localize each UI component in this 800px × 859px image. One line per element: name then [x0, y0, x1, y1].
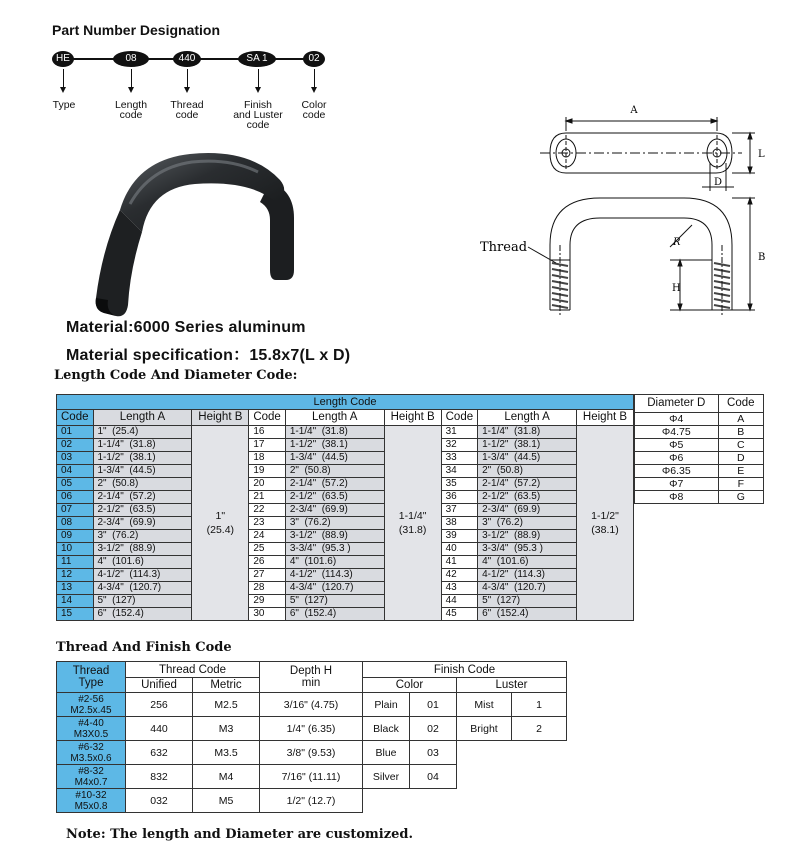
col-header-color: Color [363, 678, 457, 693]
diameter-value: Φ7 [635, 478, 719, 491]
length-code-cell: 02 [57, 439, 94, 452]
empty-cell [363, 789, 410, 813]
length-a-cell: 2-3/4" (69.9) [478, 504, 577, 517]
thread-metric-cell: M2.5 [193, 693, 260, 717]
length-code-cell: 25 [249, 543, 286, 556]
thread-row [57, 765, 567, 789]
length-code-cell: 13 [57, 582, 94, 595]
length-code-cell: 12 [57, 569, 94, 582]
length-table-row [57, 465, 634, 478]
thread-depth-cell: 3/16" (4.75) [260, 693, 363, 717]
length-code-cell: 24 [249, 530, 286, 543]
length-code-cell: 43 [441, 582, 478, 595]
thread-metric-cell: M3 [193, 717, 260, 741]
col-header-depth: Depth H min [260, 662, 363, 693]
thread-type-cell: #10-32 M5x0.8 [57, 789, 126, 813]
length-code-cell: 23 [249, 517, 286, 530]
finish-color-code-cell: 03 [410, 741, 457, 765]
length-a-cell: 1-3/4" (44.5) [93, 465, 192, 478]
length-a-cell: 4-1/2" (114.3) [478, 569, 577, 582]
diameter-code: F [718, 478, 763, 491]
finish-color-code-cell: 02 [410, 717, 457, 741]
height-b-cell: 1" (25.4) [192, 426, 249, 621]
length-a-cell: 3" (76.2) [478, 517, 577, 530]
thread-type-cell: #4-40 M3X0.5 [57, 717, 126, 741]
length-a-cell: 2-1/2" (63.5) [285, 491, 384, 504]
length-a-cell: 4-3/4" (120.7) [93, 582, 192, 595]
length-code-cell: 40 [441, 543, 478, 556]
length-table-row [57, 491, 634, 504]
length-code-cell: 04 [57, 465, 94, 478]
thread-metric-cell: M5 [193, 789, 260, 813]
length-a-cell: 1-3/4" (44.5) [285, 452, 384, 465]
diameter-code: C [718, 439, 763, 452]
finish-luster-code-cell: 1 [512, 693, 567, 717]
length-code-cell: 22 [249, 504, 286, 517]
thread-depth-cell: 3/8" (9.53) [260, 741, 363, 765]
empty-cell [457, 741, 512, 765]
thread-row [57, 789, 567, 813]
length-code-cell: 03 [57, 452, 94, 465]
length-code-cell: 09 [57, 530, 94, 543]
length-code-cell: 29 [249, 595, 286, 608]
length-a-cell: 1" (25.4) [93, 426, 192, 439]
length-table-row [57, 530, 634, 543]
length-a-cell: 2-1/4" (57.2) [93, 491, 192, 504]
pn-label-color: Color code [301, 99, 327, 121]
length-code-cell: 44 [441, 595, 478, 608]
length-table-row [57, 439, 634, 452]
diameter-code: A [718, 413, 763, 426]
empty-cell [410, 789, 457, 813]
length-a-cell: 2-3/4" (69.9) [93, 517, 192, 530]
col-header-length: Length A [93, 410, 192, 426]
col-header-height: Height B [576, 410, 633, 426]
diameter-value: Φ8 [635, 491, 719, 504]
length-table-row [57, 595, 634, 608]
length-code-cell: 36 [441, 491, 478, 504]
thread-metric-cell: M3.5 [193, 741, 260, 765]
customization-note: Note: The length and Diameter are customized. [66, 827, 414, 842]
length-table-row [57, 426, 634, 439]
col-header-metric: Metric [193, 678, 260, 693]
col-header-code: Code [249, 410, 286, 426]
length-code-cell: 07 [57, 504, 94, 517]
col-header-thread-code: Thread Code [126, 662, 260, 678]
finish-luster-cell: Bright [457, 717, 512, 741]
length-code-cell: 01 [57, 426, 94, 439]
dim-d-label: D [714, 177, 723, 188]
length-code-cell: 41 [441, 556, 478, 569]
empty-cell [512, 741, 567, 765]
length-a-cell: 3-1/2" (88.9) [478, 530, 577, 543]
length-a-cell: 1-1/2" (38.1) [478, 439, 577, 452]
length-code-cell: 11 [57, 556, 94, 569]
col-header-code: Code [57, 410, 94, 426]
empty-cell [457, 765, 512, 789]
length-code-cell: 27 [249, 569, 286, 582]
length-a-cell: 5" (127) [285, 595, 384, 608]
diameter-value: Φ4.75 [635, 426, 719, 439]
length-a-cell: 6" (152.4) [93, 608, 192, 621]
finish-luster-cell: Mist [457, 693, 512, 717]
length-a-cell: 3-3/4" (95.3 ) [478, 543, 577, 556]
length-a-cell: 4" (101.6) [478, 556, 577, 569]
length-a-cell: 4-1/2" (114.3) [285, 569, 384, 582]
col-header-height: Height B [192, 410, 249, 426]
thread-depth-cell: 7/16" (11.11) [260, 765, 363, 789]
diameter-row [635, 413, 764, 426]
diameter-row [635, 426, 764, 439]
length-code-cell: 17 [249, 439, 286, 452]
length-a-cell: 4" (101.6) [285, 556, 384, 569]
length-a-cell: 1-3/4" (44.5) [478, 452, 577, 465]
length-a-cell: 4-1/2" (114.3) [93, 569, 192, 582]
material-line-2: Material specification：15.8x7(L x D) [66, 347, 351, 364]
diameter-code: D [718, 452, 763, 465]
length-table-row [57, 608, 634, 621]
thread-finish-table [56, 661, 567, 813]
col-header-code: Code [441, 410, 478, 426]
height-b-cell: 1-1/2" (38.1) [576, 426, 633, 621]
finish-color-cell: Plain [363, 693, 410, 717]
pn-segment-thread: 440 [173, 51, 201, 67]
length-a-cell: 2-1/2" (63.5) [478, 491, 577, 504]
length-a-cell: 5" (127) [93, 595, 192, 608]
dim-h-label: H [672, 283, 681, 294]
thread-type-cell: #2-56 M2.5x.45 [57, 693, 126, 717]
length-table-row [57, 452, 634, 465]
col-header-finish: Finish Code [363, 662, 567, 678]
dim-r-label: R [673, 237, 681, 248]
length-code-cell: 21 [249, 491, 286, 504]
length-code-cell: 18 [249, 452, 286, 465]
length-table-row [57, 478, 634, 491]
length-code-cell: 05 [57, 478, 94, 491]
col-header-diameter-code: Code [718, 395, 763, 413]
thread-unified-cell: 256 [126, 693, 193, 717]
length-section-title: Length Code And Diameter Code: [54, 368, 298, 383]
thread-section-title: Thread And Finish Code [56, 640, 232, 655]
length-code-cell: 06 [57, 491, 94, 504]
length-a-cell: 6" (152.4) [285, 608, 384, 621]
finish-color-cell: Blue [363, 741, 410, 765]
diameter-row [635, 465, 764, 478]
diameter-code: B [718, 426, 763, 439]
thread-type-cell: #6-32 M3.5x0.6 [57, 741, 126, 765]
length-a-cell: 4" (101.6) [93, 556, 192, 569]
diameter-row [635, 491, 764, 504]
thread-metric-cell: M4 [193, 765, 260, 789]
length-table-row [57, 569, 634, 582]
length-code-cell: 39 [441, 530, 478, 543]
handle-product-image [80, 140, 310, 320]
col-header-luster: Luster [457, 678, 567, 693]
length-table-title: Length Code [57, 395, 634, 410]
thread-depth-cell: 1/2" (12.7) [260, 789, 363, 813]
pn-arrow [314, 69, 315, 91]
material-line-1: Material:6000 Series aluminum [66, 319, 306, 336]
length-a-cell: 3-1/2" (88.9) [285, 530, 384, 543]
length-code-cell: 38 [441, 517, 478, 530]
finish-color-code-cell: 04 [410, 765, 457, 789]
diameter-row [635, 439, 764, 452]
pn-label-finish: Finish and Luster code [233, 99, 283, 131]
length-a-cell: 3" (76.2) [93, 530, 192, 543]
pn-segment-color: 02 [303, 51, 325, 67]
pn-arrow [63, 69, 64, 91]
length-table-row [57, 504, 634, 517]
length-code-cell: 32 [441, 439, 478, 452]
pn-arrow [131, 69, 132, 91]
length-code-cell: 42 [441, 569, 478, 582]
length-code-cell: 20 [249, 478, 286, 491]
col-header-length: Length A [285, 410, 384, 426]
pn-label-length: Length code [114, 99, 148, 121]
length-code-cell: 37 [441, 504, 478, 517]
length-code-cell: 28 [249, 582, 286, 595]
length-a-cell: 1-1/4" (31.8) [285, 426, 384, 439]
length-a-cell: 2-1/4" (57.2) [478, 478, 577, 491]
diameter-code: E [718, 465, 763, 478]
length-code-cell: 14 [57, 595, 94, 608]
length-a-cell: 4-3/4" (120.7) [285, 582, 384, 595]
empty-cell [457, 789, 512, 813]
pn-segment-finish: SA 1 [238, 51, 276, 67]
length-table-row [57, 582, 634, 595]
length-a-cell: 2" (50.8) [285, 465, 384, 478]
length-a-cell: 6" (152.4) [478, 608, 577, 621]
diameter-value: Φ5 [635, 439, 719, 452]
length-code-cell: 45 [441, 608, 478, 621]
dim-b-label: B [758, 252, 766, 263]
length-code-cell: 33 [441, 452, 478, 465]
pn-label-thread: Thread code [170, 99, 204, 121]
diameter-row [635, 452, 764, 465]
length-a-cell: 5" (127) [478, 595, 577, 608]
length-code-cell: 15 [57, 608, 94, 621]
length-a-cell: 3-1/2" (88.9) [93, 543, 192, 556]
diameter-row [635, 478, 764, 491]
technical-drawing [470, 95, 790, 330]
length-code-cell: 26 [249, 556, 286, 569]
length-a-cell: 2" (50.8) [93, 478, 192, 491]
pn-arrow [258, 69, 259, 91]
pn-arrow [187, 69, 188, 91]
pn-segment-length: 08 [113, 51, 149, 67]
length-code-cell: 34 [441, 465, 478, 478]
thread-row [57, 717, 567, 741]
diameter-value: Φ6.35 [635, 465, 719, 478]
length-code-cell: 31 [441, 426, 478, 439]
finish-color-code-cell: 01 [410, 693, 457, 717]
thread-row [57, 741, 567, 765]
length-code-cell: 10 [57, 543, 94, 556]
length-a-cell: 2" (50.8) [478, 465, 577, 478]
col-header-thread-type: Thread Type [57, 662, 126, 693]
length-table-row [57, 556, 634, 569]
length-a-cell: 1-1/4" (31.8) [93, 439, 192, 452]
thread-depth-cell: 1/4" (6.35) [260, 717, 363, 741]
thread-row [57, 693, 567, 717]
length-code-cell: 19 [249, 465, 286, 478]
finish-color-cell: Silver [363, 765, 410, 789]
diameter-code: G [718, 491, 763, 504]
length-a-cell: 1-1/2" (38.1) [93, 452, 192, 465]
finish-luster-code-cell: 2 [512, 717, 567, 741]
length-a-cell: 4-3/4" (120.7) [478, 582, 577, 595]
pn-label-type: Type [52, 99, 76, 111]
diameter-value: Φ6 [635, 452, 719, 465]
length-table-row [57, 517, 634, 530]
finish-color-cell: Black [363, 717, 410, 741]
length-table-row [57, 543, 634, 556]
length-code-cell: 35 [441, 478, 478, 491]
length-code-table [56, 394, 634, 621]
col-header-length: Length A [478, 410, 577, 426]
length-a-cell: 2-1/2" (63.5) [93, 504, 192, 517]
pn-segment-type: HE [52, 51, 74, 67]
length-code-cell: 08 [57, 517, 94, 530]
thread-unified-cell: 632 [126, 741, 193, 765]
thread-unified-cell: 832 [126, 765, 193, 789]
empty-cell [512, 789, 567, 813]
length-code-cell: 30 [249, 608, 286, 621]
diameter-code-table [634, 394, 764, 504]
col-header-unified: Unified [126, 678, 193, 693]
dim-l-label: L [758, 149, 765, 160]
length-a-cell: 1-1/4" (31.8) [478, 426, 577, 439]
length-a-cell: 1-1/2" (38.1) [285, 439, 384, 452]
length-a-cell: 3" (76.2) [285, 517, 384, 530]
thread-type-cell: #8-32 M4x0.7 [57, 765, 126, 789]
thread-unified-cell: 440 [126, 717, 193, 741]
col-header-diameter: Diameter D [635, 395, 719, 413]
diameter-value: Φ4 [635, 413, 719, 426]
length-code-cell: 16 [249, 426, 286, 439]
length-a-cell: 3-3/4" (95.3 ) [285, 543, 384, 556]
thread-label: Thread [480, 240, 528, 255]
col-header-height: Height B [384, 410, 441, 426]
thread-unified-cell: 032 [126, 789, 193, 813]
part-number-title: Part Number Designation [52, 22, 221, 38]
empty-cell [512, 765, 567, 789]
height-b-cell: 1-1/4" (31.8) [384, 426, 441, 621]
length-a-cell: 2-1/4" (57.2) [285, 478, 384, 491]
length-a-cell: 2-3/4" (69.9) [285, 504, 384, 517]
dim-a-label: A [630, 105, 638, 116]
